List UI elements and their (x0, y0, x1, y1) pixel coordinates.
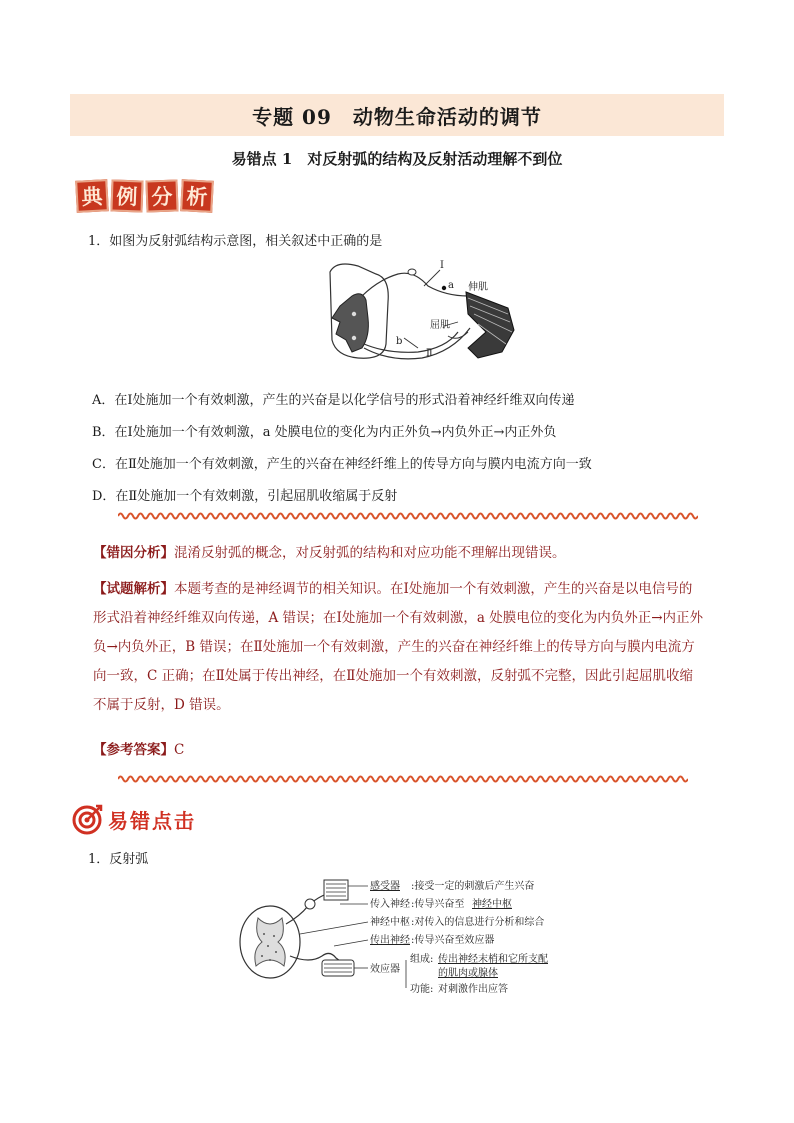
solution-text: 本题考查的是神经调节的相关知识。在Ⅰ处施加一个有效刺激，产生的兴奋是以电信号的形式沿着神经纤维双向传递，A 错误；在Ⅰ处施加一个有效刺激，a 处膜电位的变化为内负外正→内正外负→内负外正，B 错误；在Ⅱ处施加一个有效刺激，产生的兴奋在神经纤维上的传导方向与膜内电流方向一致，C 正确；在Ⅱ处属于传出神经，在Ⅱ处施加一个有效刺激，反射弧不完整，因此引起屈肌收缩不属于反射，D 错误。 (93, 581, 704, 713)
effector-shape (322, 960, 354, 976)
label-receptor: 感受器 (370, 881, 400, 892)
leader-line (334, 940, 368, 946)
page-title: 专题 09 动物生命活动的调节 (252, 104, 542, 129)
title-bar (70, 94, 724, 136)
label-a: a (448, 280, 454, 291)
label-II: Ⅱ (426, 348, 433, 359)
error-points-title: 易错点击 (108, 808, 196, 833)
label-center: 神经中枢 (370, 917, 410, 928)
label-efferent: 传出神经 (370, 935, 410, 946)
label-extensor: 伸肌 (468, 282, 488, 293)
label-receptor-desc: :接受一定的刺激后产生兴奋 (411, 881, 535, 892)
solution-tag: 【试题解析】 (93, 581, 174, 597)
badge-char: 例 (110, 179, 143, 212)
point-a (442, 286, 446, 290)
label-I: Ⅰ (440, 260, 444, 271)
error-analysis (93, 539, 705, 568)
label-b: b (396, 336, 403, 347)
efferent-nerve (364, 328, 470, 359)
label-function-desc: 对刺激作出应答 (438, 984, 508, 995)
label-composition-2: 的肌肉或腺体 (438, 968, 498, 979)
label-function-tag: 功能: (410, 984, 434, 995)
label-flexor: 屈肌 (430, 320, 450, 331)
option-a: A．在Ⅰ处施加一个有效刺激，产生的兴奋是以化学信号的形式沿着神经纤维双向传递 (92, 393, 575, 408)
ganglion (305, 899, 315, 909)
wavy-divider (118, 510, 698, 522)
error-analysis-text: 混淆反射弧的概念，对反射弧的结构和对应功能不理解出现错误。 (174, 545, 566, 561)
label-afferent-target: 神经中枢 (472, 899, 512, 910)
option-c: C．在Ⅱ处施加一个有效刺激，产生的兴奋在神经纤维上的传导方向与膜内电流方向一致 (92, 457, 592, 472)
solution-explanation (93, 575, 705, 720)
label-composition-1: 传出神经末梢和它所支配 (438, 954, 548, 965)
label-effector: 效应器 (370, 964, 400, 975)
error-points-heading (72, 803, 196, 835)
target-icon (72, 803, 104, 835)
question-stem: 1．如图为反射弧结构示意图，相关叙述中正确的是 (88, 234, 383, 249)
label-efferent-desc: :传导兴奋至效应器 (411, 935, 495, 946)
pointer-I (424, 270, 440, 286)
label-afferent-desc: :传导兴奋至 (411, 899, 465, 910)
neuron-body (352, 336, 356, 340)
badge-char: 典 (75, 179, 109, 213)
label-center-desc: :对传入的信息进行分析和综合 (411, 917, 545, 928)
reflex-arc-structure-diagram (230, 876, 580, 1006)
wavy-divider (118, 773, 688, 785)
efferent-nerve (364, 332, 458, 352)
leader-line (300, 922, 368, 934)
option-d: D．在Ⅱ处施加一个有效刺激，引起屈肌收缩属于反射 (92, 489, 398, 504)
answer-tag: 【参考答案】 (93, 742, 174, 758)
badge-char: 析 (180, 179, 214, 213)
reflex-arc-figure (318, 252, 518, 370)
page-subtitle: 易错点 1 对反射弧的结构及反射活动理解不到位 (231, 150, 563, 168)
ganglion (408, 269, 416, 275)
reference-answer (93, 736, 705, 765)
receptor-shape (324, 880, 348, 900)
item-reflex-arc: 1．反射弧 (88, 852, 149, 867)
label-composition-tag: 组成: (410, 954, 434, 965)
example-analysis-badge (76, 180, 213, 212)
wavy-line (118, 514, 698, 519)
wavy-line (118, 777, 688, 782)
muscle (466, 292, 514, 358)
label-afferent: 传入神经 (370, 899, 410, 910)
badge-char: 分 (145, 179, 178, 212)
option-b: B．在Ⅰ处施加一个有效刺激，a 处膜电位的变化为内正外负→内负外正→内正外负 (92, 425, 557, 440)
error-analysis-tag: 【错因分析】 (93, 545, 174, 561)
grey-matter (332, 294, 368, 352)
pointer-b (404, 338, 418, 348)
answer-text: C (174, 742, 185, 758)
neuron-body (352, 312, 356, 316)
